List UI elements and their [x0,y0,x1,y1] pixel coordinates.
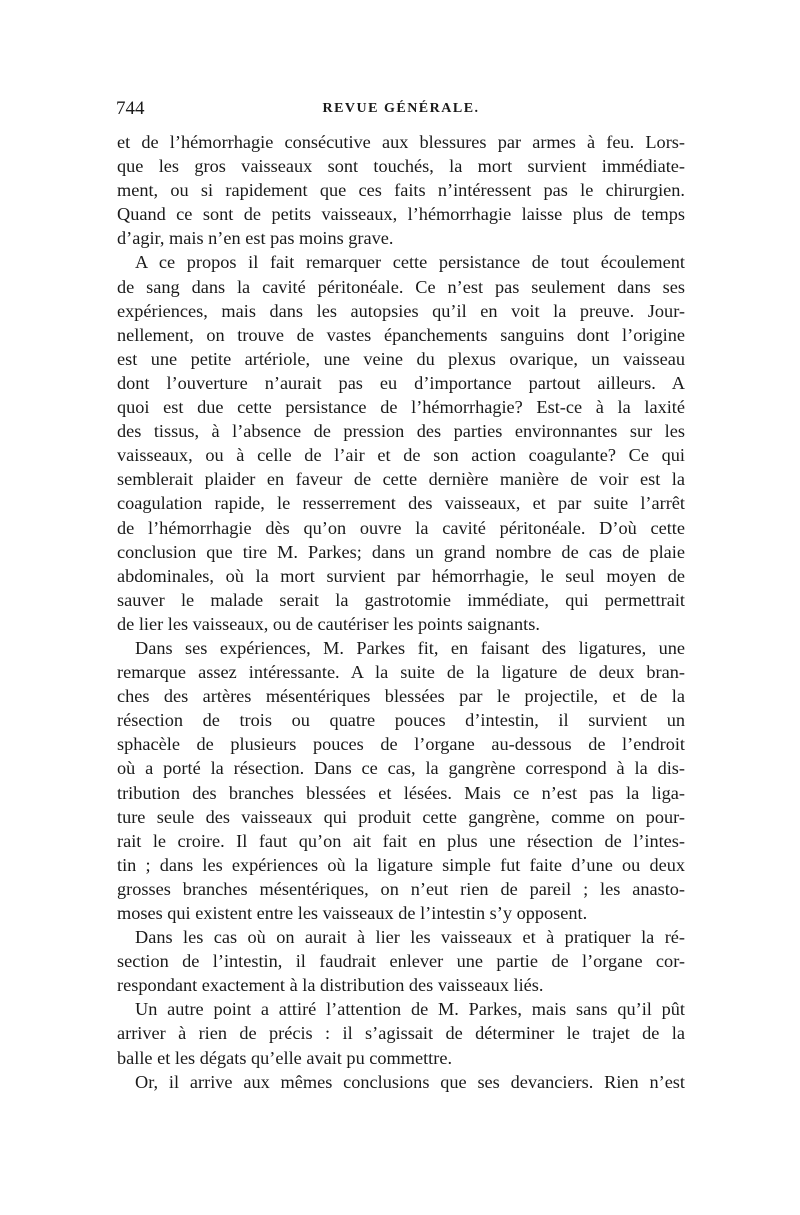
text-line: sauver le malade serait la gastrotomie immédiate, qui permettrait [117,589,685,610]
text-line: Or, il arrive aux mêmes conclusions que ses devanciers. Rien n’est [135,1071,685,1092]
text-line: tin ; dans les expériences où la ligature simple fut faite d’une ou deux [117,854,685,875]
body-text [117,130,685,1094]
text-line: ture seule des vaisseaux qui produit cette gangrène, comme on pour- [117,806,685,827]
text-line: respondant exactement à la distribution des vaisseaux liés. [117,975,544,996]
text-line: de lier les vaisseaux, ou de cautériser les points saignants. [117,613,540,634]
text-line: ment, ou si rapidement que ces faits n’intéressent pas le chirurgien. [117,180,685,201]
text-line: vaisseaux, ou à celle de l’air et de son action coagulante? Ce qui [117,445,685,466]
text-line: dont l’ouverture n’aurait pas eu d’importance partout ailleurs. A [117,372,685,393]
text-line: balle et les dégats qu’elle avait pu commettre. [117,1047,453,1068]
text-line: A ce propos il fait remarquer cette persistance de tout écoulement [135,252,685,273]
text-line: Dans ses expériences, M. Parkes fit, en faisant des ligatures, une [135,637,685,658]
text-line: Un autre point a attiré l’attention de M. Parkes, mais sans qu’il pût [135,999,685,1020]
text-line: remarque assez intéressante. A la suite de la ligature de deux bran- [117,662,685,683]
text-line: nellement, on trouve de vastes épanchements sanguins dont l’origine [117,324,685,345]
text-line: d’agir, mais n’en est pas moins grave. [117,228,394,249]
text-line: grosses branches mésentériques, on n’eut rien de pareil ; les anasto- [117,878,685,899]
text-line: où a porté la résection. Dans ce cas, la gangrène correspond à la dis- [117,758,685,779]
text-line: semblerait plaider en faveur de cette dernière manière de voir est la [117,469,685,490]
text-line: section de l’intestin, il faudrait enlever une partie de l’organe cor- [117,951,685,972]
text-line: coagulation rapide, le resserrement des vaisseaux, et par suite l’arrêt [117,493,685,514]
text-line: que les gros vaisseaux sont touchés, la mort survient immédiate- [117,156,685,177]
text-line: Dans les cas où on aurait à lier les vaisseaux et à pratiquer la ré- [135,927,685,948]
text-line: de l’hémorrhagie dès qu’on ouvre la cavité péritonéale. D’où cette [117,517,685,538]
text-line: des tissus, à l’absence de pression des parties environnantes sur les [117,421,685,442]
text-line: tribution des branches blessées et lésées. Mais ce n’est pas la liga- [117,782,685,803]
text-line: et de l’hémorrhagie consécutive aux blessures par armes à feu. Lors- [117,132,685,152]
text-line: résection de trois ou quatre pouces d’intestin, il survient un [117,710,685,731]
page-header [116,98,686,122]
text-line: ches des artères mésentériques blessées par le projectile, et de la [117,686,685,707]
text-line: abdominales, où la mort survient par hémorrhagie, le seul moyen de [117,565,685,586]
text-line: sphacèle de plusieurs pouces de l’organe au-dessous de l’endroit [117,734,685,755]
text-line: Quand ce sont de petits vaisseaux, l’hémorrhagie laisse plus de temps [117,204,685,225]
text-line: conclusion que tire M. Parkes; dans un grand nombre de cas de plaie [117,541,685,562]
text-line: est une petite artériole, une veine du plexus ovarique, un vaisseau [117,348,685,369]
text-line: expériences, mais dans les autopsies qu’il en voit la preuve. Jour- [117,300,685,321]
text-line: arriver à rien de précis : il s’agissait de déterminer le trajet de la [117,1023,685,1044]
text-line: moses qui existent entre les vaisseaux de l’intestin s’y opposent. [117,903,588,923]
text-line: quoi est due cette persistance de l’hémorrhagie? Est-ce à la laxité [117,397,685,418]
text-line: rait le croire. Il faut qu’on ait fait en plus une résection de l’intes- [117,830,685,851]
text-line: de sang dans la cavité péritonéale. Ce n’est pas seulement dans ses [117,276,685,297]
running-title: REVUE GÉNÉRALE. [322,101,480,116]
page-number: 744 [116,98,145,119]
